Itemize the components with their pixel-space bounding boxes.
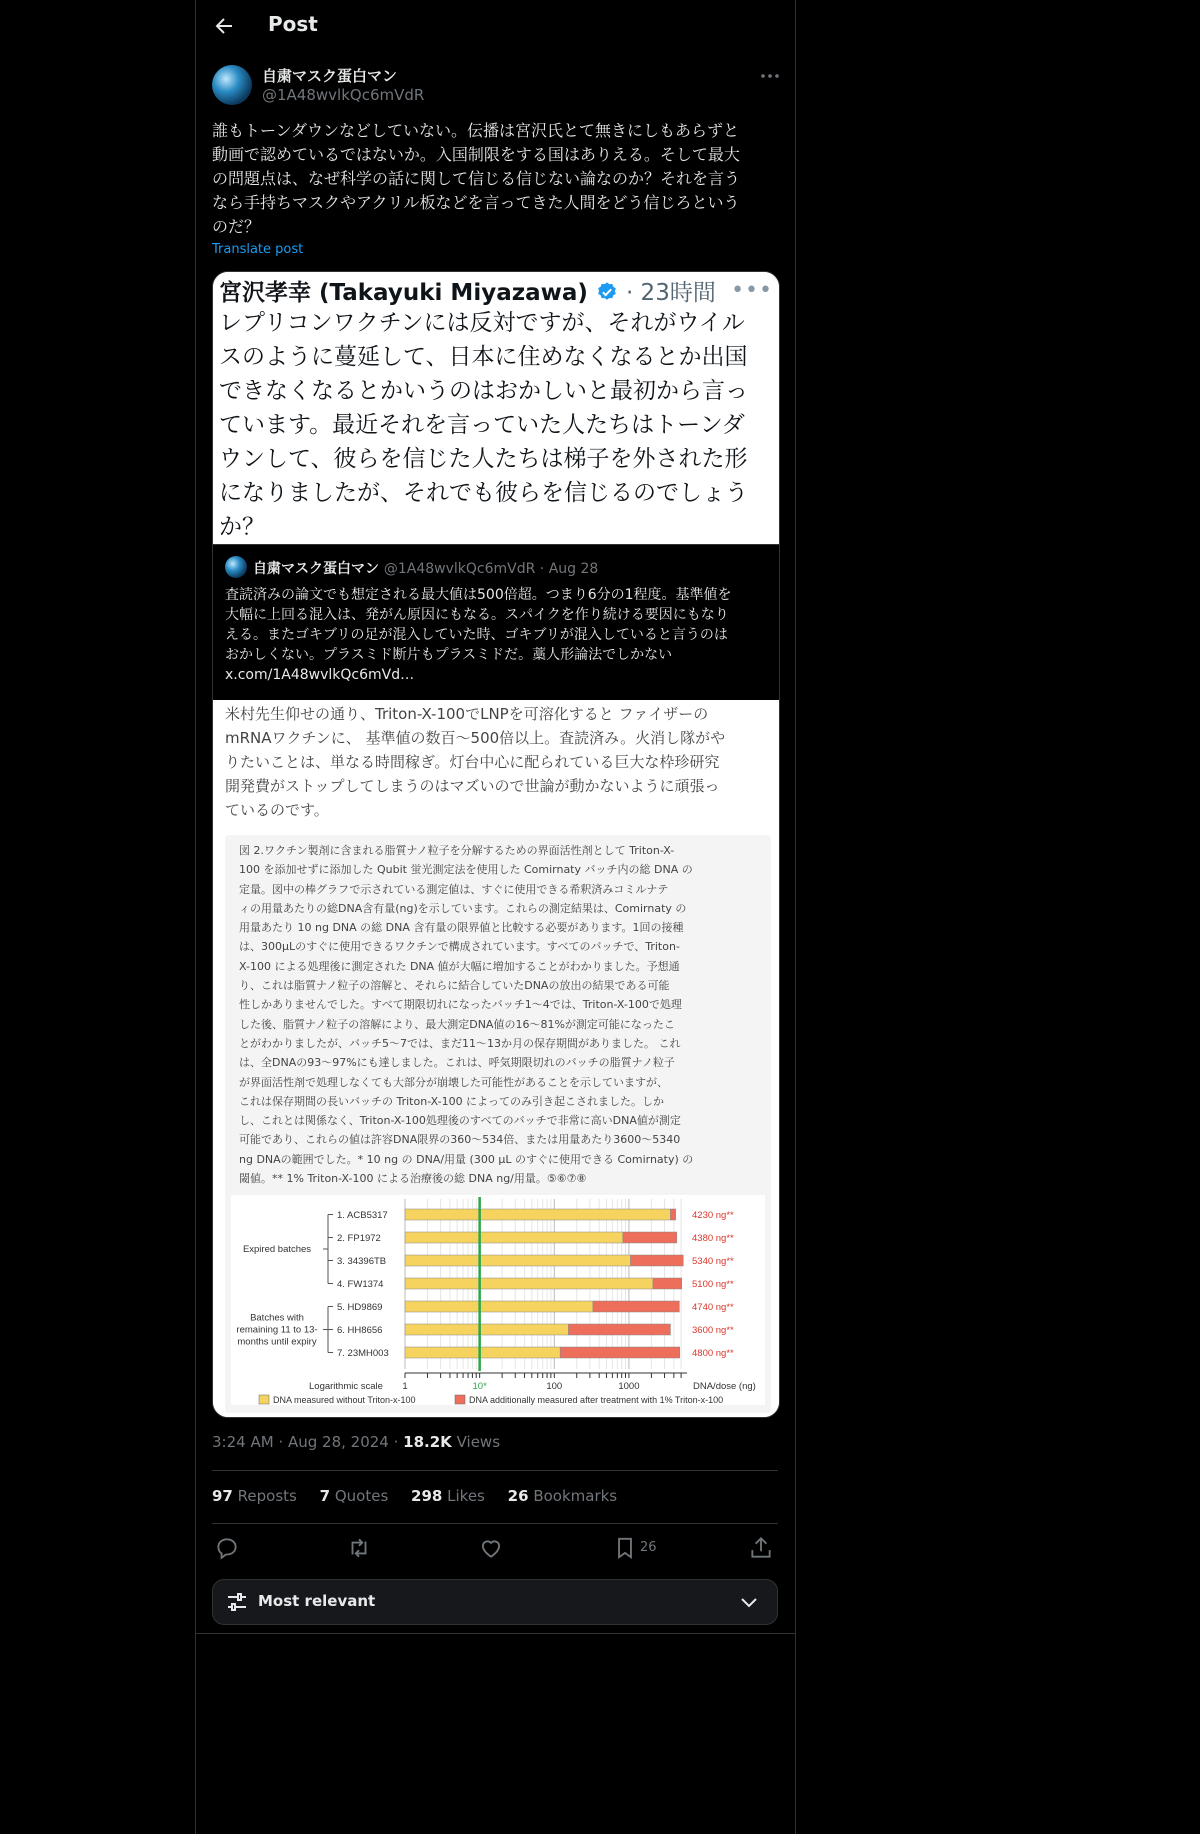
page-title: Post (268, 12, 318, 36)
quoted-post-text: 査読済みの論文でも想定される最大値は500倍超。つまり6分の1程度。基準値を 大幅に上回る混入は、発がん原因にもなる。スパイクを作り続ける要因にもなり える。またゴキブリの足が混入していた時、ゴキブリが混入していると言うのは おかしくない。プラスミド断片もプラスミドだ。藁人形論法でしかない x.com/1A48wvlkQc6mVd… (225, 587, 732, 683)
quoted-author-handle: @1A48wvlkQc6mVdR · Aug 28 (383, 561, 599, 577)
chart-bar-series1 (405, 1232, 623, 1243)
quoted-avatar (225, 556, 247, 578)
reply-sort-dropdown[interactable] (212, 1579, 778, 1625)
chart-total-label: 3600 ng** (692, 1325, 734, 1336)
screenshot-miyazawa-post (213, 272, 779, 540)
dna-bar-chart (231, 1195, 765, 1405)
chart-total-label: 4740 ng** (692, 1302, 734, 1313)
chart-category-label: 3. 34396TB (337, 1256, 387, 1267)
reposts-stat[interactable] (212, 1487, 297, 1505)
quotes-stat[interactable] (320, 1487, 389, 1505)
chart-legend-swatch (259, 1395, 269, 1404)
screenshot-post-text: レプリコンワクチンには反対ですが、それがウイル スのように蔓延して、日本に住めなくなるとか出国 できなくなるとかいうのはおかしいと最初から言っ ています。最近それを言っていた人たちはトーンダ ウンして、彼らを信じた人たちは梯子を外された形 になりましたが、それでも彼らを信じるのでしょう か？ (219, 310, 748, 540)
chart-bar-series2 (623, 1232, 677, 1243)
timeline-column (195, 0, 796, 1834)
author-handle[interactable]: @1A48wvlkQc6mVdR (262, 86, 425, 104)
chart-group-label-line: Expired batches (242, 1244, 312, 1255)
chart-total-label: 5340 ng** (692, 1256, 734, 1267)
figure-panel (225, 835, 771, 1413)
divider (212, 1523, 778, 1524)
chart-category-label: 4. FW1374 (337, 1279, 384, 1290)
more-icon[interactable] (758, 64, 782, 88)
divider (212, 1470, 778, 1471)
chart-category-label: 1. ACB5317 (337, 1210, 388, 1221)
chart-category-label: 6. HH8656 (337, 1325, 383, 1336)
post-date[interactable]: Aug 28, 2024 (287, 1433, 389, 1451)
sort-label: Most relevant (258, 1592, 376, 1610)
screenshot-timestamp: · 23時間 (625, 280, 716, 306)
chart-bar-series1 (405, 1209, 670, 1220)
chart-total-label: 5100 ng** (692, 1279, 734, 1290)
chart-bar-series1 (405, 1324, 568, 1335)
chevron-down-icon (737, 1590, 761, 1614)
bookmark-count: 26 (640, 1540, 657, 1555)
chart-group-label-line: remaining 11 to 13- (236, 1324, 318, 1336)
chart-legend-swatch (455, 1395, 465, 1404)
chart-x-tick-label: 1000 (618, 1381, 640, 1392)
share-icon[interactable] (748, 1535, 774, 1561)
meta-separator: · (393, 1433, 404, 1451)
repost-icon[interactable] (346, 1535, 372, 1561)
likes-stat[interactable] (411, 1487, 485, 1505)
chart-bar-series2 (568, 1324, 670, 1335)
chart-legend-label: DNA additionally measured after treatment with 1% Triton-x-100 (469, 1395, 724, 1405)
quotes-count: 7 (319, 1487, 331, 1505)
post-text: 誰もトーンダウンなどしていない。伝播は宮沢氏とて無きにしもあらずと 動画で認めているではないか。入国制限をする国はありえる。そして最大 の問題点は、なぜ科学の話に関して信じる信じない論なのか？それを言う なら手持ちマスクやアクリル板などを言ってきた人間をどう信じろという のだ？ (212, 121, 741, 236)
likes-count: 298 (411, 1487, 443, 1505)
back-arrow-icon[interactable] (212, 14, 236, 38)
bookmarks-stat[interactable] (508, 1487, 617, 1505)
screenshot-yonemura-post (213, 700, 779, 1417)
reposts-count: 97 (212, 1487, 233, 1505)
figure-caption: 図 2.ワクチン製剤に含まれる脂質ナノ粒子を分解するための界面活性剤として Triton-X- 100 を添加せずに添加した Qubit 蛍光測定法を使用した Comirnaty バッチ内の総 DNA の 定量。図中の棒グラフで示されている測定値は、すぐに使用できる希釈済みコミルナテ ィの用量あたりの総DNA含有量(ng)を示しています。これらの測定結果は、Comirnaty の 用量あたり 10 ng DNA の総 DNA 含有量の限界値と比較する必要があります。1回の接種 は、300μLのすぐに使用できるワクチンで構成されています。すべてのバッチで、Triton- X-100 による処理後に測定された DNA 値が大幅に増加することがわかりました。予想通 り、これは脂質ナノ粒子の溶解と、それらに結合していたDNAの放出の結果である可能 性しかありませんでした。すべて期限切れになったバッチ1〜4では、Triton-X-100で処理 した後、脂質ナノ粒子の溶解により、最大測定DNA値の16〜81%が測定可能になったこ とがわかりましたが、バッチ5〜7では、まだ11〜13か月の保存期間がありました。 これ は、全DNAの93〜97%にも達しました。これは、呼気期限切れのバッチの脂質ナノ粒子 が界面活性剤で処理しなくても大部分が崩壊した可能性があることを示していますが、 これは保存期間の長いバッチの Triton-X-100 によってのみ引き起こされました。しか し、これとは関係なく、Triton-X-100処理後のすべてのバッチで非常に高いDNA値が測定 可能であり、これらの値は許容DNA限界の360〜534倍、または用量あたり3600〜5340 ng DNAの範囲でした。* 10 ng の DNA/用量 (300 μL のすぐに使用できる Comirnaty) の 閾値。** 1% Triton-X-100 による治療後の総 DNA ng/用量。⑤⑥⑦⑧ (239, 844, 694, 1186)
page-header (196, 0, 795, 53)
chart-bar-series2 (670, 1209, 675, 1220)
bookmarks-count: 26 (507, 1487, 529, 1505)
chart-bar-series2 (653, 1278, 682, 1289)
chart-legend-label: DNA measured without Triton-x-100 (273, 1395, 416, 1405)
chart-category-label: 2. FP1972 (337, 1233, 381, 1244)
screenshot-more-icon: ••• (731, 278, 773, 303)
translate-post-link[interactable]: Translate post (212, 242, 304, 257)
post-timestamp (212, 1433, 500, 1451)
chart-group-label (243, 1244, 311, 1255)
chart-x-axis-unit-label: DNA/dose (ng) (693, 1381, 756, 1392)
chart-x-tick-label: 100 (546, 1381, 563, 1392)
filter-icon (225, 1590, 249, 1614)
chart-x-axis-label: Logarithmic scale (309, 1381, 383, 1392)
bookmark-icon[interactable] (612, 1535, 638, 1561)
reposts-label: Reposts (237, 1487, 297, 1505)
chart-total-label: 4230 ng** (692, 1210, 734, 1221)
views-count: 18.2K (403, 1433, 452, 1451)
chart-bar-series1 (405, 1347, 560, 1358)
chart-bar-series2 (593, 1301, 679, 1312)
reply-icon[interactable] (214, 1535, 240, 1561)
chart-bar-series2 (560, 1347, 680, 1358)
meta-separator: · (278, 1433, 288, 1451)
chart-group-label-line: months until expiry (237, 1336, 317, 1348)
screenshot-author-name: 宮沢孝幸 (Takayuki Miyazawa) (219, 280, 588, 306)
likes-label: Likes (447, 1487, 485, 1505)
chart-x-tick-label: 1 (402, 1381, 408, 1392)
chart-total-label: 4380 ng** (692, 1233, 734, 1244)
screenshot-header (219, 274, 716, 307)
screenshot2-post-text: 米村先生仰せの通り、Triton-X-100でLNPを可溶化すると ファイザーの mRNAワクチンに、 基準値の数百〜500倍以上。査読済み。火消し隊がや りたいことは、単なる時間稼ぎ。灯台中心に配られている巨大な枠珍研究 開発費がストップしてしまうのはマズいので世論が動かないように頑張っ ているのです。 (225, 705, 726, 819)
author-name[interactable]: 自粛マスク蛋白マン (262, 67, 398, 85)
chart-category-label: 7. 23MH003 (337, 1348, 389, 1359)
like-icon[interactable] (478, 1535, 504, 1561)
divider (196, 1633, 795, 1634)
avatar[interactable] (212, 65, 252, 105)
quoted-author (253, 558, 598, 578)
chart-category-label: 5. HD9869 (337, 1302, 383, 1313)
post-image[interactable] (212, 271, 780, 1418)
post-time[interactable]: 3:24 AM (212, 1433, 274, 1451)
action-bar (212, 1533, 778, 1563)
quotes-label: Quotes (334, 1487, 389, 1505)
views-label: Views (456, 1433, 501, 1451)
chart-total-label: 4800 ng** (692, 1348, 734, 1359)
verified-badge-icon (596, 281, 618, 303)
chart-bar-series1 (405, 1255, 631, 1266)
quoted-author-name: 自粛マスク蛋白マン (253, 561, 379, 577)
chart-bar-series2 (631, 1255, 684, 1266)
chart-bar-series1 (405, 1278, 653, 1289)
chart-x-tick-label: 10* (472, 1381, 487, 1392)
engagement-stats (212, 1487, 635, 1505)
chart-group-label-line: Batches with (250, 1312, 304, 1324)
bookmarks-label: Bookmarks (533, 1487, 618, 1505)
chart-bar-series1 (405, 1301, 593, 1312)
